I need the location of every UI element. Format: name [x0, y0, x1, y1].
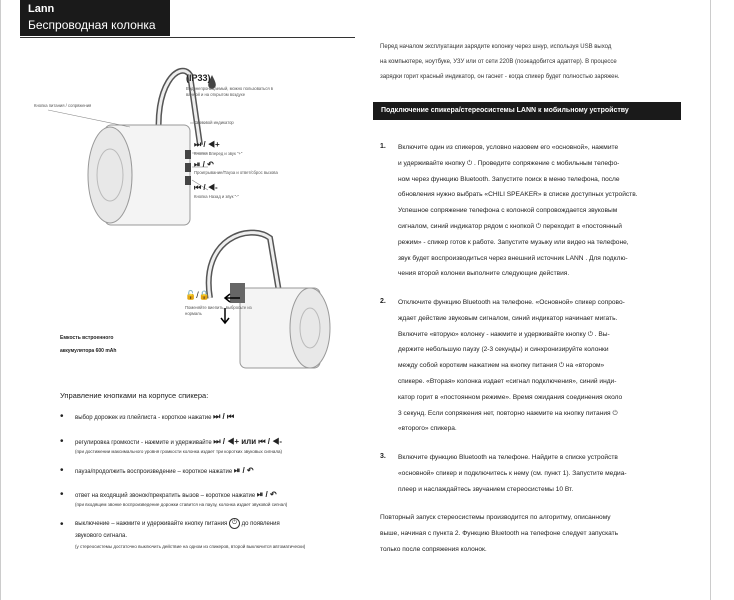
- outro-line: Повторный запуск стереосистемы производится по алгоритму, описанному: [380, 514, 611, 521]
- control-note: (у стереосистемы достаточно выключить действие на одном из спикеров, второй выключится автоматически): [75, 544, 306, 549]
- power-icon: ⏻: [229, 518, 240, 529]
- control-note: (при входящем звонке воспроизведение дорожки ставится на паузу, колонка издает звуковой сигнал): [75, 502, 288, 507]
- step-line: Отключите функцию Bluetooth на телефоне. «Основной» спикер сопрово-: [398, 299, 625, 306]
- control-text: пауза/продолжить воспроизведение – короткое нажатие: [75, 469, 233, 475]
- bullet: •: [60, 411, 64, 422]
- step-line: спикере. «Вторая» колонка издает «сигнал подключения», синий инди-: [398, 377, 617, 385]
- brand-name: Lann: [28, 3, 55, 15]
- control-item: [75, 464, 254, 479]
- page-edge: [0, 0, 1, 600]
- intro-text: [380, 40, 700, 85]
- controls-title: Управление кнопками на корпусе спикера:: [60, 391, 209, 400]
- control-text: до появления: [241, 521, 280, 528]
- step-number: 3.: [380, 453, 386, 460]
- battery-title: Емкость встроенного: [60, 335, 114, 341]
- step-line: Включите «вторую» колонку - нажмите и удерживайте кнопку ⏻ . Вы-: [398, 330, 610, 338]
- step-line: «основной» спикер и подключитесь к нему (см. пункт 1). Запустите медиа-: [398, 469, 627, 477]
- step-line: звук будет воспроизводиться через внешний источник LANN . Для подклю-: [398, 254, 628, 262]
- side-button: [185, 176, 191, 185]
- bullet: •: [60, 489, 64, 500]
- control-text: регулировка громкости - нажмите и удерживайте: [75, 440, 212, 446]
- intro-line: Перед началом эксплуатации зарядите колонку через шнур, используя USB выход: [380, 44, 612, 50]
- intro-line: зарядки горит красный индикатор, он гаснет - когда спикер будет полностью заряжен.: [380, 74, 620, 80]
- lock-icon: 🔓/🔒: [185, 290, 210, 300]
- step-line: ном через функцию Bluetooth. Запустите поиск в меню телефона, после: [398, 175, 620, 183]
- step-line: Успешное сопряжение телефона с колонкой сопровождается звуковым: [398, 207, 618, 215]
- step-line: и удерживайте кнопку ⏻ . Проведите сопряжение с мобильным телефо-: [398, 159, 620, 167]
- play-icons: ⏯ / ↶: [233, 466, 254, 475]
- volume-icons: ⏭ / ◀+ или ⏮ / ◀-: [213, 437, 283, 446]
- indicator-label: Световой индикатор: [194, 120, 234, 125]
- step-number: 1.: [380, 143, 386, 150]
- step-1-text: [398, 140, 698, 282]
- outro-line: выше, начиная с пункта 2. Функцию Bluetooth на телефоне следует запускать: [380, 529, 619, 537]
- control-item: [75, 435, 282, 450]
- track-icons: ⏭ / ⏮: [213, 412, 235, 421]
- section-title: Подключение спикера/стереосистемы LANN к мобильному устройству: [373, 102, 681, 120]
- step-line: 3 секунд. Если сопряжения нет, повторно нажмите на кнопку питания ⏻: [398, 409, 618, 417]
- prev-button-label: Кнопка Назад и звук "-": [194, 194, 239, 199]
- intro-line: на компьютере, ноутбуке, УЗУ или от сети 220В (поэкадобится адаптер). В процессе: [380, 59, 617, 65]
- step-3-text: [398, 450, 698, 497]
- control-text: звукового сигнала.: [75, 533, 128, 539]
- step-line: режим» - спикер готов к работе. Запустите музыку или видео на телефоне,: [398, 238, 629, 246]
- next-button-label: Кнопка Вперед и звук "+": [194, 151, 243, 156]
- speaker-face: [88, 127, 132, 223]
- play-button-label: Проигрывание/Пауза и ответ/сброс вызова: [194, 170, 278, 175]
- control-item: [75, 410, 234, 425]
- side-button: [185, 163, 191, 172]
- next-volume-up-icon: ⏭ / ◀+: [194, 140, 220, 149]
- step-line: сигналом, синий индикатор рядом с кнопкой ⏻ переходит в «постоянный: [398, 222, 622, 230]
- step-line: ждает действие звуковым сигналом, синий индикатор начинает мигать.: [398, 314, 618, 322]
- bullet: •: [60, 519, 64, 530]
- step-line: между собой коротким нажатием на кнопку питания ⏻ на «втором»: [398, 362, 605, 370]
- power-button-label: Кнопка питания / сопряжения: [34, 103, 92, 108]
- step-line: «второго» спикера.: [398, 425, 457, 433]
- control-text: выбор дорожек из плейлиста - короткое нажатие: [75, 415, 212, 421]
- play-pause-icon: ⏯ / ↶: [194, 160, 214, 169]
- step-line: обновления нужно выбрать «CHILI SPEAKER» в списке доступных устройств.: [398, 191, 638, 199]
- bullet: •: [60, 436, 64, 447]
- call-icons: ⏯ / ↶: [256, 490, 277, 499]
- control-note: (при достижении максимального уровня громкости колонка издает три коротких звуковых сигнала): [75, 449, 283, 454]
- step-number: 2.: [380, 298, 386, 305]
- side-button: [185, 150, 191, 159]
- speaker-diagram: [40, 55, 360, 245]
- control-item: [75, 488, 277, 503]
- outro-line: только после сопряжения колонок.: [380, 545, 487, 553]
- control-text: выключение – нажмите и удерживайте кнопку питания: [75, 521, 228, 528]
- page-edge: [710, 0, 711, 600]
- prev-volume-down-icon: ⏮ / ◀-: [194, 183, 218, 192]
- header-subtitle: Беспроводная колонка: [28, 18, 156, 32]
- step-line: держите небольшую паузу (2-3 секунды) и синхронизируйте колонки: [398, 346, 609, 354]
- step-line: Включите один из спикеров, условно назовем его «основной», нажмите: [398, 144, 619, 151]
- step-line: чения второй колонки выполните следующие действия.: [398, 270, 570, 278]
- step-line: Включите функцию Bluetooth на телефоне. Найдите в списке устройств: [398, 454, 618, 461]
- step-2-text: [398, 295, 698, 437]
- battery-value: аккумулятора 600 mAh: [60, 348, 117, 354]
- step-line: катор горит в «постоянном режиме». Время ожидания соединения около: [398, 393, 623, 401]
- control-text: ответ на входящий звонок/прекратить вызов – короткое нажатие: [75, 493, 256, 499]
- ip-description: Водонепроницаемый, можно пользоваться в ванной и на открытом воздухе: [186, 86, 273, 97]
- header-bar: [20, 0, 170, 36]
- outro-text: [380, 510, 700, 557]
- header-rule: [20, 37, 355, 38]
- step-line: плеер и наслаждайтесь звучанием стереосистемы 10 Вт.: [398, 485, 574, 493]
- ip-rating: (IP33): [186, 73, 211, 83]
- port-label: Поменяйте виепить, выбросьте из нормаль: [185, 305, 252, 316]
- bullet: •: [60, 465, 64, 476]
